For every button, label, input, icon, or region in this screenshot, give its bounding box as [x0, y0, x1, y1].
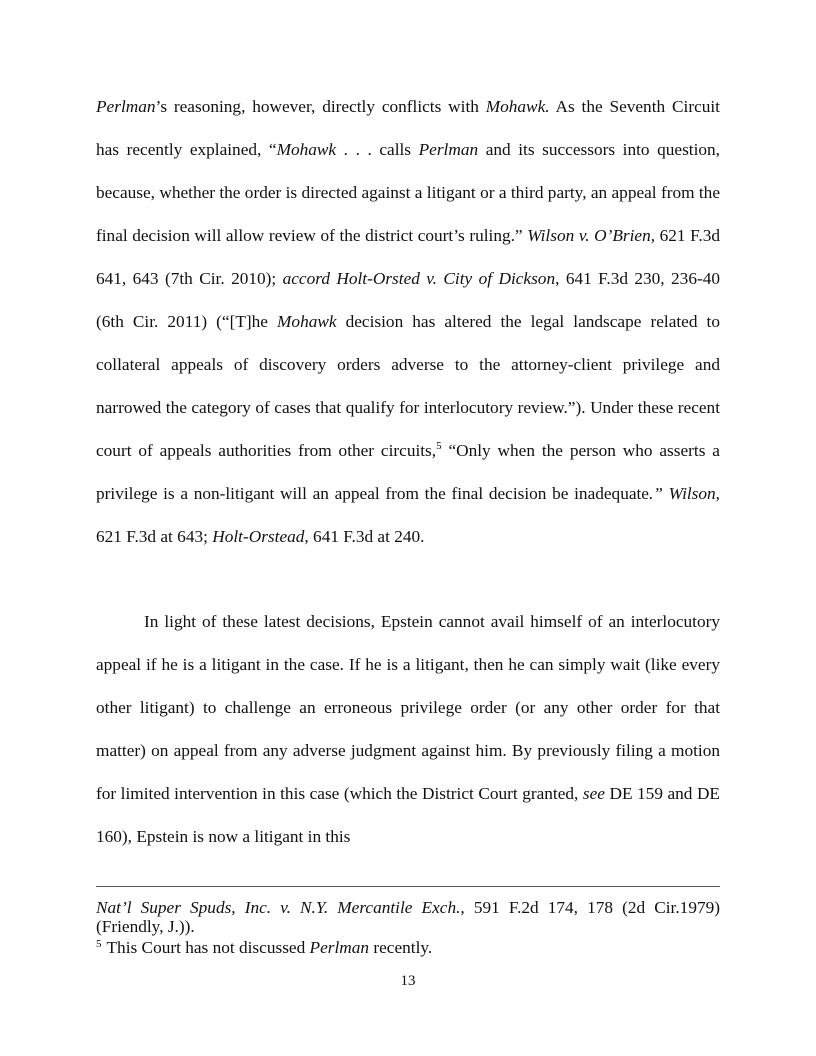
text-span: DE 159 and DE 160), Epstein is now a litigant in this [96, 784, 720, 847]
case-name: Mohawk. [485, 96, 550, 116]
case-name: Mohawk [277, 311, 337, 331]
case-name: accord Holt-Orsted v. City of Dickson [282, 268, 556, 288]
text-span: This Court has not discussed [106, 938, 310, 957]
citation-text: , 621 F.3d 641, 643 (7th Cir. 2010); [96, 225, 720, 288]
text-span: As the Seventh Circuit has recently explained, “ [96, 96, 720, 159]
footnote-reference-5: 5 [436, 440, 442, 453]
case-name: Wilson, [668, 484, 720, 504]
body-paragraph-2 [96, 600, 720, 859]
case-name: Perlman [96, 96, 156, 116]
document-page [96, 0, 720, 1056]
case-name: Perlman [309, 938, 370, 957]
footnote-5 [96, 938, 720, 957]
page-number: 13 [400, 973, 416, 989]
citation-text: , 641 F.3d 230, 236-40 (6th Cir. 2011) (“[T]he [96, 268, 720, 331]
case-name: Nat’l Super Spuds, Inc. v. N.Y. Mercantile Exch., [96, 898, 465, 917]
case-name: Mohawk [276, 139, 337, 159]
footnote-marker: 5 [96, 938, 102, 950]
citation-text: , 641 F.3d at 240. [304, 527, 425, 547]
citation-text: 591 F.2d 174, 178 (2d Cir.1979) (Friendly, J.)). [96, 898, 720, 937]
closing-quote: .” [648, 484, 663, 504]
body-paragraph-1 [96, 85, 720, 559]
text-span: and its successors into question, because, whether the order is directed against a litigant or a third party, an appeal from the final decision will allow review of the district court’s ruling.” [96, 139, 720, 245]
footnote-separator [96, 886, 720, 887]
text-span: “Only when the person who asserts a privilege is a non-litigant will an appeal from the final decision be inadequate [96, 441, 720, 504]
text-span: decision has altered the legal landscape related to collateral appeals of discovery orders adverse to the attorney-client privilege and narrowed the category of cases that qualify for interlocutory review.”). Under these recent court of appeals authorities from other circuits, [96, 311, 720, 461]
case-name: Perlman [418, 139, 479, 159]
text-span: ’s reasoning, however, directly conflicts with [155, 96, 486, 116]
text-span: . . . calls [336, 139, 419, 159]
text-span: In light of these latest decisions, Epstein cannot avail himself of an interlocutory appeal if he is a litigant in the case. If he is a litigant, then he can simply wait (like every other litigant) to challenge an erroneous privilege order (or any other order for that matter) on appeal from any adverse judgment against him. By previously filing a motion for limited intervention in this case (which the District Court granted, [96, 612, 720, 804]
footnote-continued [96, 898, 720, 937]
case-name: Wilson v. O’Brien [527, 225, 651, 245]
case-name: Holt-Orstead [212, 527, 305, 547]
text-span: recently. [369, 938, 433, 957]
citation-text: 621 F.3d at 643; [96, 527, 213, 547]
signal-word: see [582, 784, 605, 804]
